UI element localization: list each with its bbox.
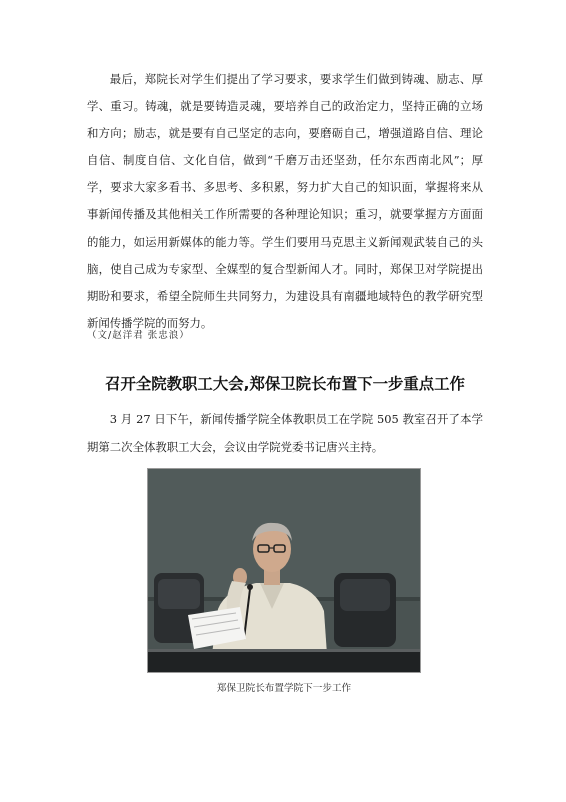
photo-caption: 郑保卫院长布置学院下一步工作 — [216, 683, 352, 694]
article1-paragraph: 最后，郑院长对学生们提出了学习要求，要求学生们做到铸魂、励志、厚学、重习。铸魂，就是要铸造灵魂，要培养自己的政治定力，坚持正确的立场和方向；励志，就是要有自己坚定的志向，要磨砺自己，增强道路自信、理论自信、制度自信、文化自信，做到“千磨万击还坚劲，任尔东西南北风”；厚学，要求大家多看书、多思考、多积累，努力扩大自己的知识面，掌握将来从事新闻传播及其他相关工作所需要的各种理论知识；重习，就要掌握方方面面的能力，如运用新媒体的能力等。学生们要用马克思主义新闻观武装自己的头脑，使自己成为专家型、全媒型的复合型新闻人才。同时，郑保卫对学院提出期盼和要求，希望全院师生共同努力，为建设具有南疆地域特色的教学研究型新闻传播学院的而努力。 — [87, 72, 483, 330]
article2-title: 召开全院教职工大会,郑保卫院长布置下一步重点工作 — [105, 375, 465, 393]
article2-paragraph: 3 月 27 日下午，新闻传播学院全体教职员工在学院 505 教室召开了本学期第二次全体教职工大会，会议由学院党委书记唐兴主持。 — [87, 412, 483, 454]
article1-credit: （文/赵洋君 张忠浪） — [87, 330, 190, 341]
meeting-photo — [147, 468, 421, 673]
